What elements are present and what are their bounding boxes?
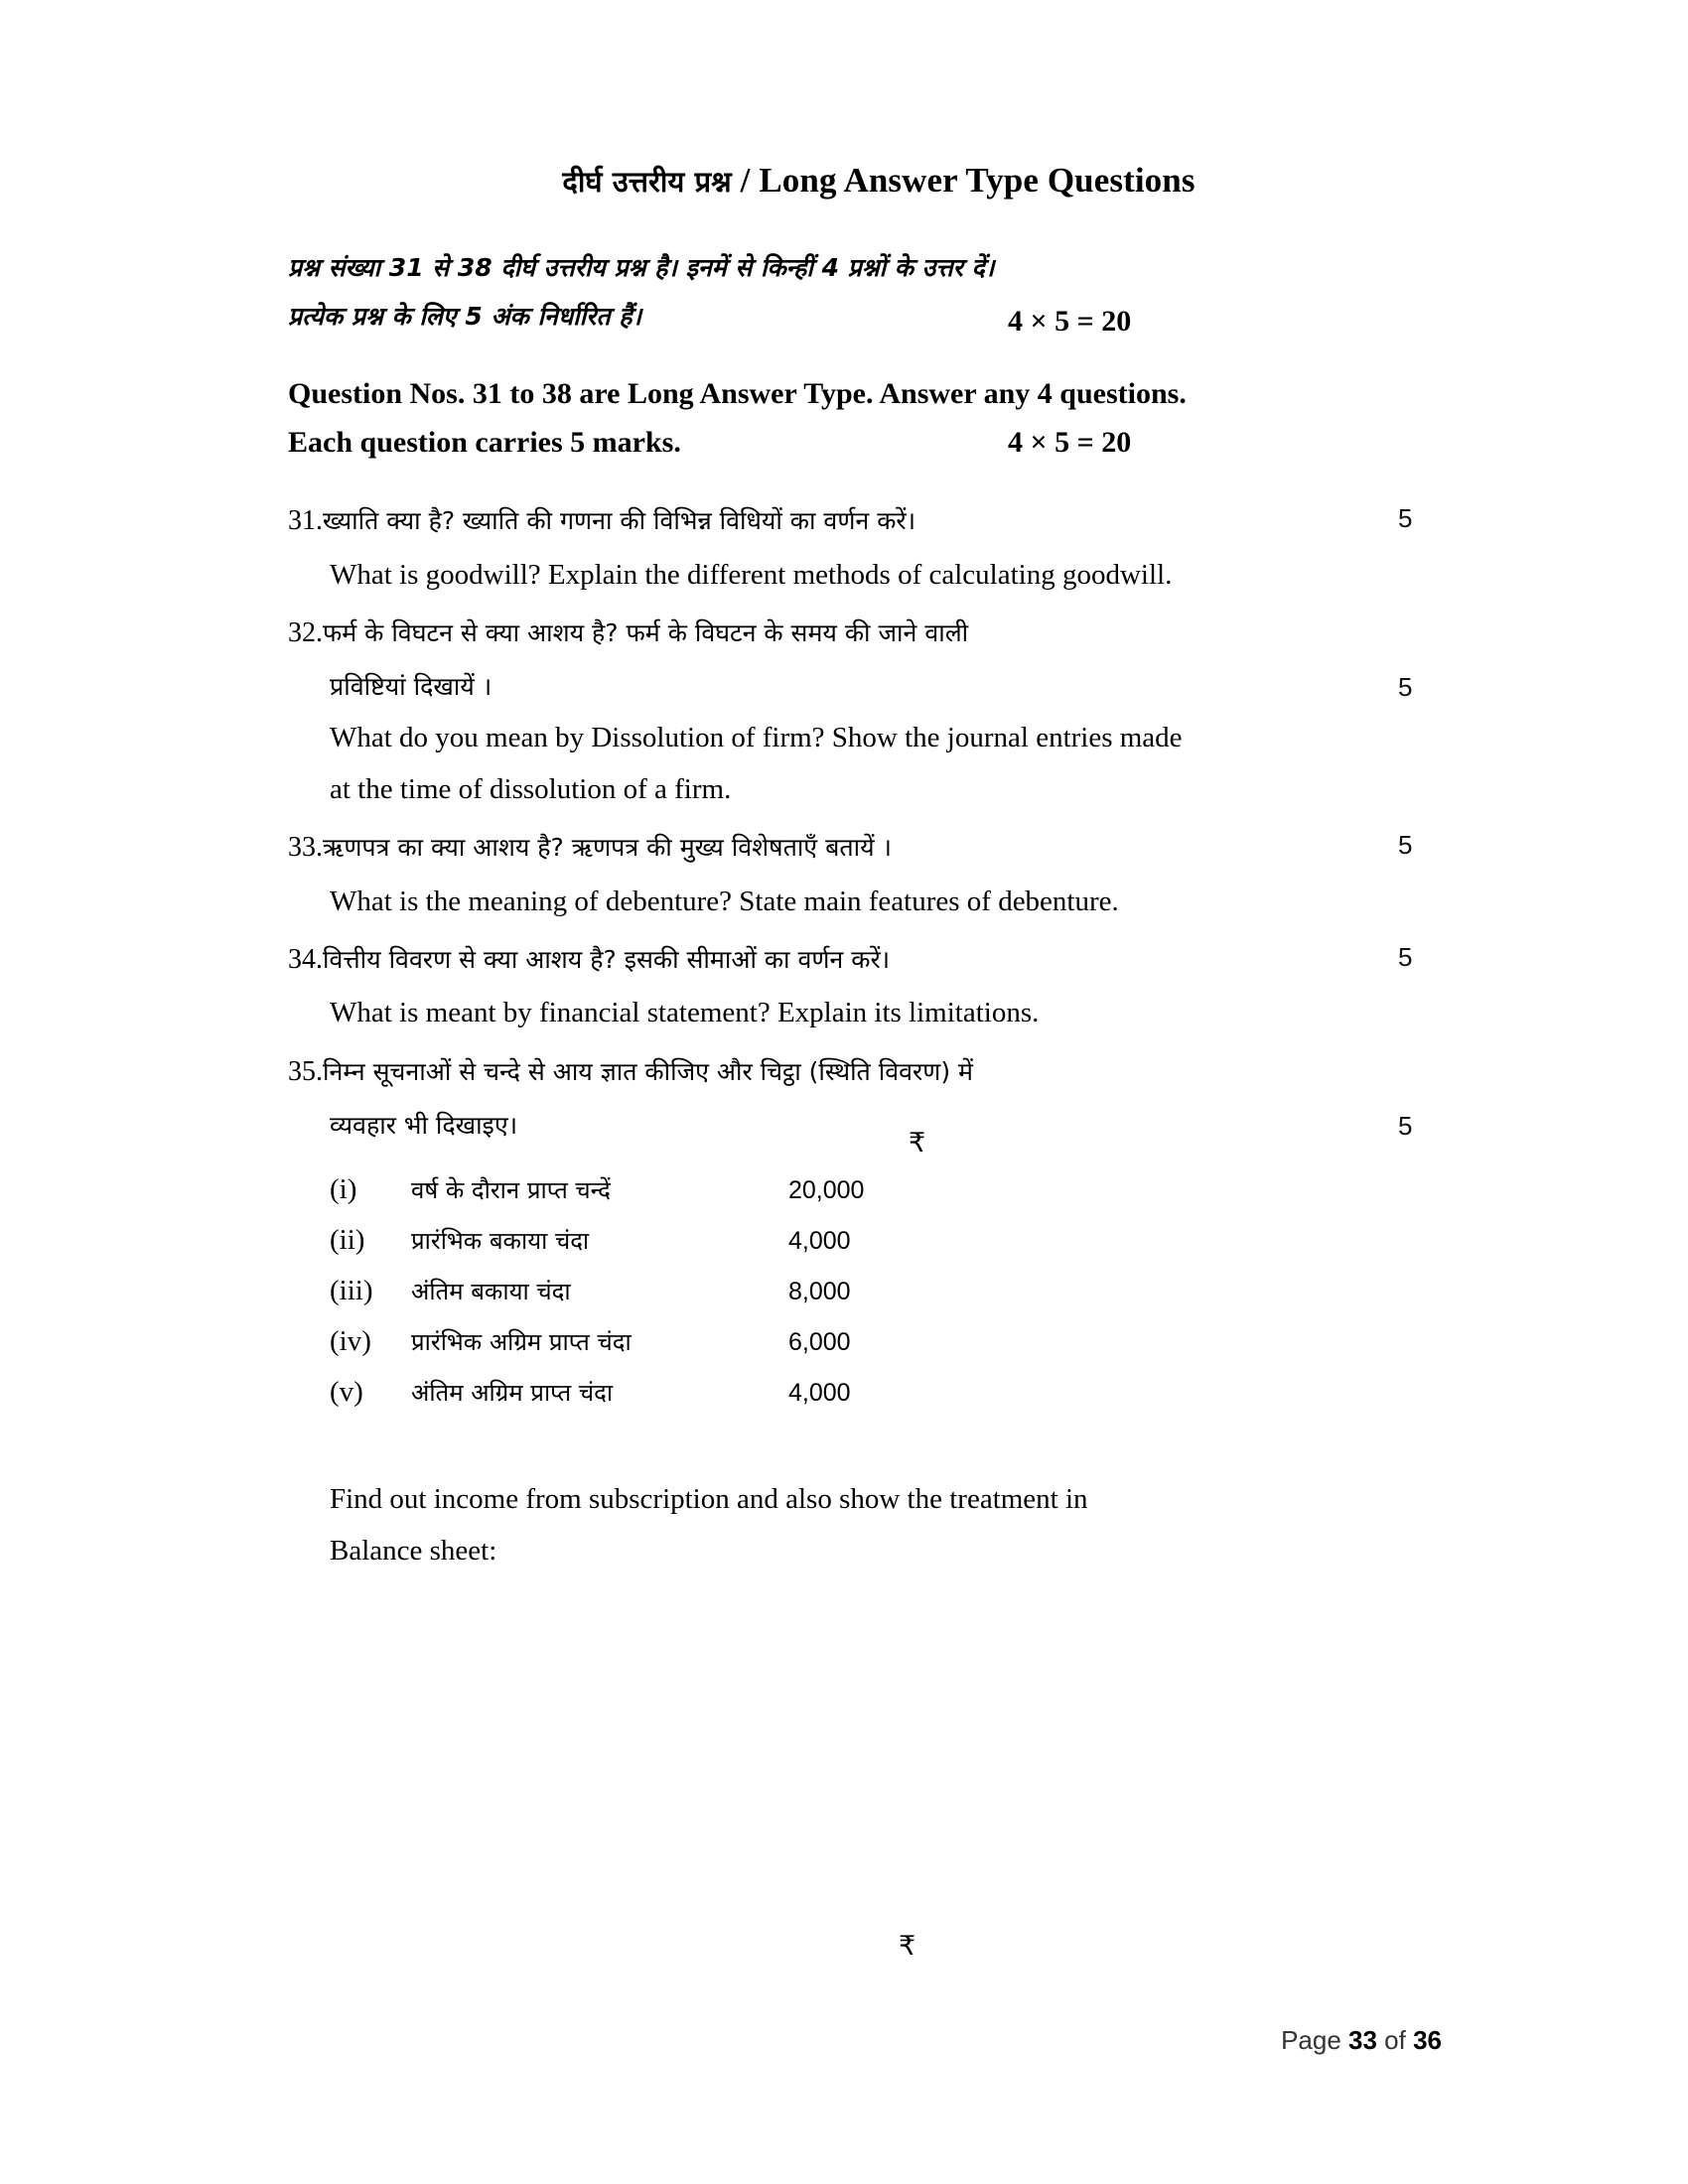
closing-line: Find out income from subscription and also show the treatment in xyxy=(330,1483,1088,1516)
page-footer-prefix: Page xyxy=(1281,2025,1349,2055)
instructions-english-line2: Each question carries 5 marks. xyxy=(288,425,681,459)
instructions-english-line1: Question Nos. 31 to 38 are Long Answer Type. Answer any 4 questions. xyxy=(288,377,1187,411)
row-roman-numeral: (ii) xyxy=(330,1224,365,1257)
question-hindi-line xyxy=(288,819,1430,876)
question-hindi-body: व्यवहार भी दिखाइए। xyxy=(330,1111,518,1141)
table-row xyxy=(330,1173,1430,1224)
row-roman-numeral: (v) xyxy=(330,1376,363,1409)
question-list xyxy=(288,492,1430,1576)
question-number: 33. xyxy=(288,832,323,864)
page-footer-current: 33 xyxy=(1348,2025,1377,2055)
instructions-hindi-marks: 4 × 5 = 20 xyxy=(1008,304,1132,338)
page-title-hindi: दीर्घ उत्तरीय प्रश्न xyxy=(562,165,732,199)
question-number: 31. xyxy=(288,505,323,537)
instructions-hindi-line1: प्रश्न संख्या 31 से 38 दीर्घ उत्तरीय प्रश्न है। इनमें से किन्हीं 4 प्रश्नों के उत्तर दें। xyxy=(288,252,995,282)
question-hindi-body: ऋणपत्र का क्या आशय है? ऋणपत्र की मुख्य विशेषताएँ बतायें । xyxy=(323,833,892,863)
closing-line: Balance sheet: xyxy=(330,1534,497,1567)
question-hindi-text-first xyxy=(288,1043,1430,1100)
question-marks: 5 xyxy=(1398,503,1413,534)
table-row xyxy=(330,1275,1430,1325)
question-item xyxy=(288,1043,1430,1152)
question-item xyxy=(288,492,1430,601)
instructions-hindi xyxy=(288,244,1430,341)
question-marks: 5 xyxy=(1398,672,1413,703)
table-row xyxy=(330,1224,1430,1275)
question-hindi-line xyxy=(288,1043,1430,1100)
question-english-line: at the time of dissolution of a firm. xyxy=(330,772,732,805)
currency-header: ₹ xyxy=(909,1128,926,1160)
row-label: प्रारंभिक अग्रिम प्राप्त चंदा xyxy=(411,1328,632,1357)
question-hindi-body: निम्न सूचनाओं से चन्दे से आय ज्ञात कीजिए और चिट्ठा (स्थिति विवरण) में xyxy=(323,1056,973,1086)
question-hindi-body: प्रविष्टियां दिखायें । xyxy=(330,672,492,702)
question-hindi-body: वित्तीय विवरण से क्या आशय है? इसकी सीमाओं का वर्णन करें। xyxy=(323,945,891,975)
page-title-separator: / xyxy=(731,161,760,200)
question-hindi-text-cont xyxy=(288,661,1430,712)
question-english-line: What do you mean by Dissolution of firm? Show the journal entries made xyxy=(330,722,1183,754)
page-footer xyxy=(1281,2025,1442,2056)
question-item xyxy=(288,605,1430,815)
instructions-hindi-line2-wrap xyxy=(288,293,1430,341)
question-english-line: What is the meaning of debenture? State main features of debenture. xyxy=(330,885,1119,917)
table-row xyxy=(330,1325,1430,1376)
row-amount: 20,000 xyxy=(788,1176,865,1205)
page-footer-middle: of xyxy=(1376,2025,1414,2055)
question-english-line: What is goodwill? Explain the different methods of calculating goodwill. xyxy=(330,558,1173,591)
instructions-english xyxy=(288,370,1430,467)
subscription-table xyxy=(288,1128,1430,1427)
question-number: 34. xyxy=(288,944,323,976)
row-roman-numeral: (iv) xyxy=(330,1325,371,1358)
question-hindi-line xyxy=(288,492,1430,549)
question-hindi-line xyxy=(288,661,1430,713)
question-item xyxy=(288,931,1430,1039)
closing-text xyxy=(288,1474,1430,1576)
question-hindi-text-first xyxy=(288,492,1430,549)
question-hindi-line xyxy=(288,605,1430,661)
instructions-english-marks: 4 × 5 = 20 xyxy=(1008,425,1132,459)
row-amount: 4,000 xyxy=(788,1227,851,1256)
page-footer-total: 36 xyxy=(1413,2025,1442,2055)
question-hindi-text-first xyxy=(288,931,1430,988)
question-number: 32. xyxy=(288,617,323,649)
row-label: प्रारंभिक बकाया चंदा xyxy=(411,1227,590,1256)
question-item xyxy=(288,819,1430,927)
question-marks: 5 xyxy=(1398,1111,1413,1142)
question-english-line: What is meant by financial statement? Explain its limitations. xyxy=(330,997,1040,1029)
row-amount: 4,000 xyxy=(788,1379,851,1408)
row-label: अंतिम बकाया चंदा xyxy=(411,1278,571,1306)
question-hindi-body: ख्याति क्या है? ख्याति की गणना की विभिन्न विधियों का वर्णन करें। xyxy=(323,506,916,536)
question-number: 35. xyxy=(288,1055,323,1087)
question-hindi-text-cont xyxy=(288,1100,1430,1151)
question-hindi-text-first xyxy=(288,605,1430,661)
row-label: वर्ष के दौरान प्राप्त चन्दें xyxy=(411,1176,611,1205)
instructions-hindi-line2: प्रत्येक प्रश्न के लिए 5 अंक निर्धारित हैं। xyxy=(288,301,642,331)
instructions-english-line2-wrap xyxy=(288,419,1430,468)
question-marks: 5 xyxy=(1398,942,1413,973)
row-label: अंतिम अग्रिम प्राप्त चंदा xyxy=(411,1379,614,1408)
question-hindi-body: फर्म के विघटन से क्या आशय है? फर्म के विघटन के समय की जाने वाली xyxy=(323,618,969,648)
question-marks: 5 xyxy=(1398,830,1413,861)
row-roman-numeral: (i) xyxy=(330,1173,357,1206)
question-hindi-line xyxy=(288,1100,1430,1152)
row-amount: 6,000 xyxy=(788,1328,851,1357)
page-content xyxy=(288,159,1430,1576)
row-roman-numeral: (iii) xyxy=(330,1275,373,1307)
closing-currency-symbol: ₹ xyxy=(899,1931,916,1962)
page-title-english: Long Answer Type Questions xyxy=(759,161,1196,200)
page-title xyxy=(288,159,1430,203)
question-hindi-line xyxy=(288,931,1430,988)
question-hindi-text-first xyxy=(288,819,1430,876)
table-row xyxy=(330,1376,1430,1427)
row-amount: 8,000 xyxy=(788,1278,851,1306)
